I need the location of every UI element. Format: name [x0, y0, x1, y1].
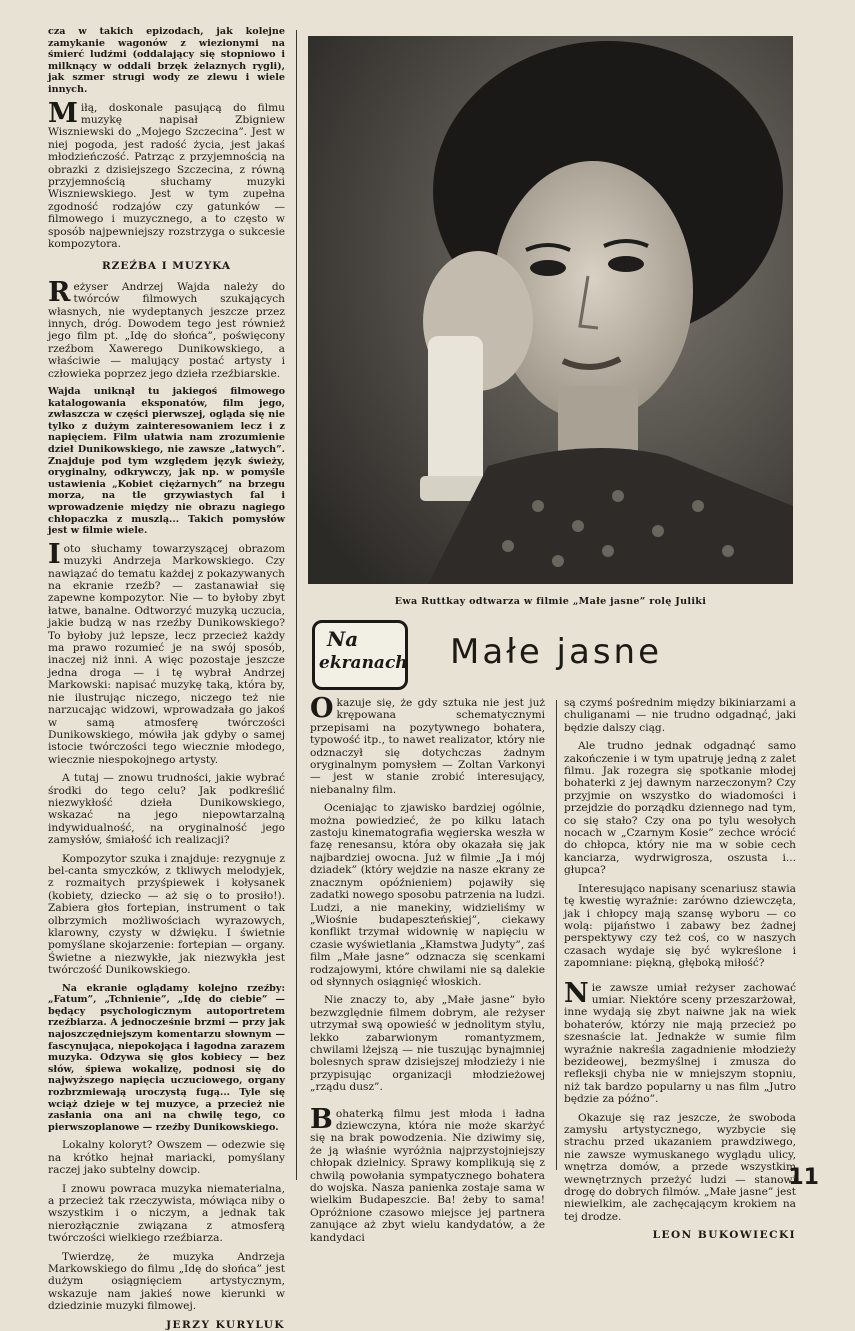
left-bold-paragraph-2: Wajda uniknął tu jakiegoś filmowego katalogowania eksponatów, film jego, zwłaszcza w części pierwszej, ogląda się nie tylko z dużym zainteresowaniem lecz i z napięciem. Film ułatwia nam zrozumienie dzieł Dunikowskiego, nie zawsze „łatwych”. Znajduje pod tym względem język świeży, oryginalny, odkrywczy, jak np. w pomyśle ustawienia „Kobiet ciężarnych” na brzegu morza, na tle grzywiastych fal i wprowadzenie między nie obrazu nagiego chłopaczka z muszlą... Takich pomysłów jest w filmie wiele. — [48, 386, 285, 537]
left-paragraph-7: I znowu powraca muzyka niematerialna, a przecież tak rzeczywista, mówiąca niby o wszystkim i o niczym, a jednak tak nierozłącznie związana z atmosferą twórczości wielkiego rzeźbiarza. — [48, 1182, 285, 1245]
column-divider — [556, 700, 557, 1170]
logo-text-na: Na — [327, 627, 359, 651]
middle-paragraph-4 — [310, 1103, 545, 1244]
drop-cap: N — [564, 977, 589, 1009]
author-signature: JERZY KURYLUK — [166, 1318, 285, 1331]
photo-caption: Ewa Ruttkay odtwarza w filmie „Małe jasne” rolę Juliki — [394, 596, 707, 607]
logo-text-ekranach: ekranach — [319, 653, 408, 673]
page-number: 11 — [788, 1165, 819, 1190]
na-ekranach-logo — [312, 620, 408, 690]
left-paragraph-8: Twierdzę, że muzyka Andrzeja Markowskiego do filmu „Idę do słońca” jest dużym osiągnięciem artystycznym, wskazuje nam jakieś nowe kierunki w dziedzinie muzyki filmowej. — [48, 1250, 285, 1313]
article-title: Małe jasne — [450, 632, 663, 672]
drop-cap: B — [310, 1103, 333, 1135]
section-heading: RZEŹBA I MUZYKA — [101, 260, 232, 273]
paragraph-text: iłą, doskonale pasującą do filmu muzykę napisał Zbigniew Wiszniewski do „Mojego Szczecina”. Jest w niej pogoda, jest radość życia, jest jakaś młodzieńczość. Patrząc z przyjemnością na obrazki z dzisiejszego Szczecina, z równą przyjemnością słuchamy muzyki Wiszniewskiego. Jest w tym zupełna zgodność rodzajów czy gatunków — filmowego i muzycznego, a to często w sposób najpewniejszy rozstrzyga o sukcesie kompozytora. — [48, 101, 285, 251]
middle-article-column — [310, 693, 545, 1250]
paragraph-text: ie zawsze umiał reżyser zachować umiar. Niektóre sceny przeszarżował, inne wydają się zbyt naiwne jak na wiek bohaterów, którzy nie mają przecież po szesnaście lat. Jednakże w sumie film wyraźnie nakreśla zagadnienie młodzieży bezideowej, bezmyślnej i zmusza do refleksji chyba nie w mniejszym stopniu, niż tak bardzo popularny u nas film „Jutro będzie za późno”. — [564, 981, 796, 1106]
drop-cap: O — [310, 693, 334, 724]
left-paragraph-3 — [48, 538, 285, 766]
right-paragraph-4 — [564, 977, 796, 1106]
paragraph-text: eżyser Andrzej Wajda należy do twórców filmowych szukających własnych, nie wydeptanych jeszcze przez innych, dróg. Dowodem tego jest również jego film pt. „Idę do słońca”, poświęcony rzeźbom Xawerego Dunikowskiego, a właściwie — malujący postać artysty i człowieka poprzez jego dzieła rzeźbiarskie. — [48, 280, 285, 380]
paragraph-text: ohaterką filmu jest młoda i ładna dziewczyna, która nie może skarżyć się na brak powodzenia. Nie dziwimy się, że ją właśnie wyróżnia najprzystojniejszy chłopak dzielnicy. Sprawy komplikują się z chwilą powołania sympatycznego bohatera do wojska. Nasza panienka zostaje sama w wielkim Budapeszcie. Ba! żeby to sama! Opróżnione czasowo miejsce jej partnera zanujące aż zbyt wielu kandydatów, a że kandydaci — [310, 1107, 545, 1244]
paragraph-text: oto słuchamy towarzyszącej obrazom muzyki Andrzeja Markowskiego. Czy nawiązać do tematu każdej z pokazywanych na ekranie rzeźb? — zastanawiał się zapewne kompozytor. Nie — to byłoby zbyt łatwe, banalne. Odtworzyć muzyką uczucia, jakie budzą w nas rzeźby Dunikowskiego? To byłoby już lepsze, lecz przecież każdy ma prawo rozumieć je na swój sposób, inaczej niż inni. A więc pozostaje jeszcze jedna droga — i tę wybrał Andrzej Markowski: napisać muzykę taką, która by, nie ilustrując niczego, niczego też nie narzucając widzowi, wprowadzała go jakoś w samą atmosferę twórczości Dunikowskiego, mówiła jak gdyby o samej istocie twórczości tego wiecznie młodego, wiecznie niespokojnego artysty. — [48, 542, 285, 766]
right-paragraph-3: Interesująco napisany scenariusz stawia tę kwestię wyraźnie: zarówno dziewczęta, jak i chłopcy mają szansę wyboru — co wolą: pijaństwo i zabawy bez żadnej perspektywy czy też coś, co w naszych czasach wydaje się być wykreślone i zapomniane: piękną, głęboką miłość? — [564, 882, 796, 970]
portrait-illustration — [308, 36, 793, 584]
left-paragraph-5: Kompozytor szuka i znajduje: rezygnuje z bel-canta smyczków, z tkliwych melodyjek, z rozmaitych przyśpiewek i kołysanek (kobiety, dziecko — aż się o to prosiło!). Zabiera głos fortepian, instrument o tak olbrzymich możliwościach wyrazowych, klarowny, czysty w dźwięku. I świetnie pomyślane skojarzenie: fortepian — organy. Świetne a niezwykłe, jak niezwykła jest twórczość Dunikowskiego. — [48, 852, 285, 977]
middle-paragraph-2: Oceniając to zjawisko bardziej ogólnie, można powiedzieć, że po kilku latach zastoju kinematografia węgierska weszła w fazę renesansu, która oby okazała się jak najbardziej owocna. Już w filmie „Ja i mój dziadek” (który wejdzie na nasze ekrany ze znacznym opóźnieniem) pojawiły się zadatki nowego sposobu patrzenia na ludzi. Ludzi, a nie manekiny, widzieliśmy w „Wiośnie budapeszteńskiej”, ciekawy konflikt trzymał widownię w napięciu w czasie wyświetlania „Kłamstwa Judyty”, zaś film „Małe jasne” odznacza się scenkami rodzajowymi, które chwilami nie są dalekie od słynnych osiągnięć włoskich. — [310, 802, 545, 988]
right-paragraph-1: są czymś pośrednim między bikiniarzami a chuliganami — nie trudno odgadnąć, jaki będzie dalszy ciąg. — [564, 697, 796, 734]
left-intro-text: cza w takich epizodach, jak kolejne zamykanie wagonów z wiezionymi na śmierć ludźmi (oddalający się stopniowo i milknący w oddali brzęk żelaznych rygli), jak szmer strugi wody ze zlewu i wiele innych. — [48, 26, 285, 95]
right-article-column — [564, 697, 796, 1242]
drop-cap: M — [48, 97, 78, 129]
left-paragraph-1 — [48, 97, 285, 251]
author-signature: LEON BUKOWIECKI — [652, 1229, 796, 1242]
film-still-photo — [308, 36, 793, 584]
middle-paragraph-3: Nie znaczy to, aby „Małe jasne” było bezwzględnie filmem dobrym, ale reżyser utrzymał swą opowieść w jednolitym stylu, lekko zabarwionym romantyzmem, chwilami lżejszą — nie tuszując bynajmniej bolesnych spraw dzisiejszej młodzieży i nie przypisując organizacji młodzieżowej „rządu dusz”. — [310, 994, 545, 1094]
paragraph-text: kazuje się, że gdy sztuka nie jest już krępowana schematycznymi przepisami na pozytywnego bohatera, typowość itp., to nawet realizator, który nie odznaczył się dotychczas żadnym oryginalnym pomysłem — Zoltan Varkonyi — jest w stanie zrobić interesujący, niebanalny film. — [310, 697, 545, 796]
right-paragraph-2: Ale trudno jednak odgadnąć samo zakończenie i w tym upatruję jedną z zalet filmu. Jak rozegra się spotkanie młodej bohaterki z jej dawnym narzeczonym? Czy przyjmie on wszystko do wiadomości i przejdzie do porządku dziennego nad tym, co się stało? Czy ona po tylu wesołych nocach w „Czarnym Kosie” zechce wrócić do chłopca, który nie ma w sobie cech kanciarza, wydrwigrosza, oszusta i... głupca? — [564, 740, 796, 877]
left-paragraph-4: A tutaj — znowu trudności, jakie wybrać środki do tego celu? Jak podkreślić niezwykłość dzieła Dunikowskiego, wskazać na jego niepowtarzalną indywidualność, na oryginalność jego zamysłów, śmiałość ich realizacji? — [48, 772, 285, 847]
left-bold-paragraph-3: Na ekranie oglądamy kolejno rzeźby: „Fatum”, „Tchnienie”, „Idę do ciebie” — będący psychologicznym autoportretem rzeźbiarza. A jednocześnie brzmi — przy jak najoszczędniejszym komentarzu słownym — fascynująca, niepokojąca i łagodna zarazem muzyka. Odzywa się głos kobiecy — bez słów, śpiewa wokalizę, podnosi się do najwyższego napięcia uczuciowego, organy rozbrzmiewają uroczystą fugą... Tyle się wciąż dzieje w tej muzyce, a przecież nie zasłania ona ani na chwilę tego, co pierwszoplanowe — rzeźby Dunikowskiego. — [48, 982, 285, 1133]
middle-paragraph-1 — [310, 693, 545, 796]
left-paragraph-6: Lokalny koloryt? Owszem — odezwie się na krótko hejnał mariacki, pomyślany raczej jako subtelny dowcip. — [48, 1139, 285, 1177]
drop-cap: I — [48, 538, 61, 570]
right-paragraph-5: Okazuje się raz jeszcze, że swoboda zamysłu artystycznego, wyzbycie się strachu przed ukazaniem prawdziwego, nie zawsze wymuskanego wyglądu ulicy, wnętrza domów, a przede wszystkim wewnętrznych przeżyć ludzi — stanowi drogę do dobrych filmów. „Małe jasne” jest niewielkim, ale zachęcającym krokiem na tej drodze. — [564, 1111, 796, 1223]
drop-cap: R — [48, 276, 71, 308]
column-divider — [296, 30, 297, 1180]
left-paragraph-2 — [48, 276, 285, 380]
left-article-column — [48, 26, 285, 1331]
